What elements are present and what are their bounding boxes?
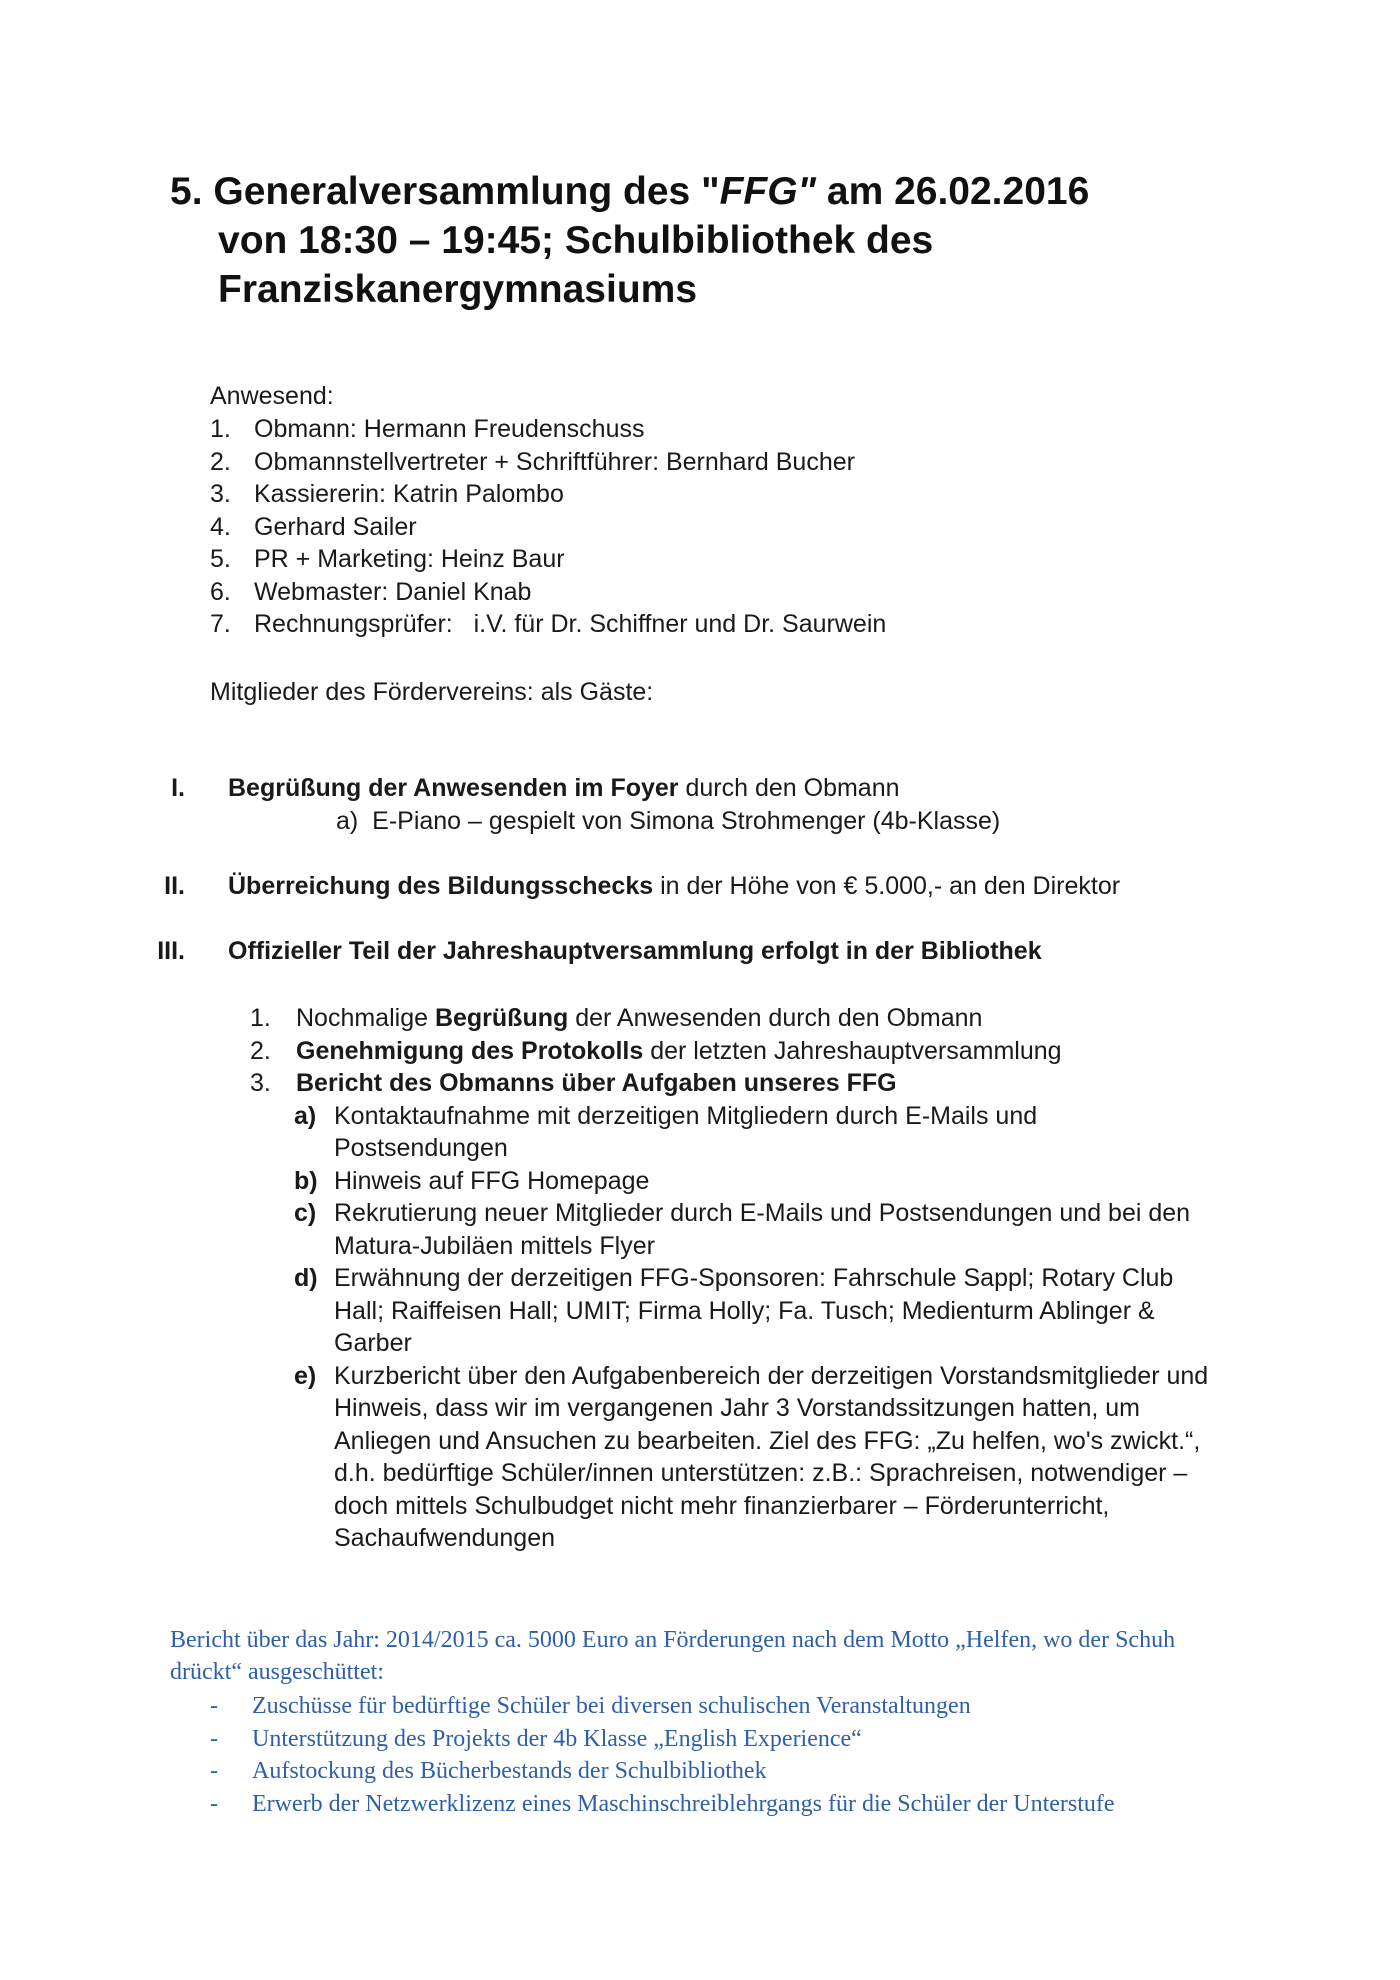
document-title-line-2: von 18:30 – 19:45; Schulbibliothek des — [218, 219, 934, 262]
item-text: Hinweis auf FFG Homepage — [334, 1166, 650, 1195]
title-date: am 26.02.2016 — [816, 170, 1090, 213]
document-title-line-1 — [170, 168, 1089, 216]
item-bold: Bericht des Obmanns über Aufgaben unseres FFG — [296, 1069, 897, 1097]
item-text: Rekrutierung neuer Mitglieder durch E-Mails und Postsendungen und bei den Matura-Jubiläen mittels Flyer — [334, 1199, 1191, 1260]
title-emphasis: FFG" — [719, 170, 817, 213]
section-numeral-3: III. — [157, 937, 185, 965]
item-label: a) — [294, 1101, 317, 1130]
item-text: PR + Marketing: Heinz Baur — [254, 545, 565, 573]
item-text: Erwähnung der derzeitigen FFG-Sponsoren: Fahrschule Sappl; Rotary Club Hall; Raiffeisen Hall; UMIT; Firma Holly; Fa. Tusch; Medienturm Ablinger & Garber — [334, 1264, 1174, 1357]
item-text: Obmannstellvertreter + Schriftführer: Bernhard Bucher — [254, 447, 855, 476]
item-number: 3. — [210, 480, 231, 508]
item-label: d) — [294, 1264, 318, 1292]
item-number: 2. — [210, 447, 231, 476]
agenda-item-2 — [250, 1035, 1250, 1068]
item-text: der Anwesenden durch den Obmann — [568, 1004, 983, 1032]
dash-bullet: - — [210, 1693, 218, 1719]
item-text: Kurzbericht über den Aufgabenbereich der derzeitigen Vorstandsmitglieder und Hinweis, dass wir im vergangenen Jahr 3 Vorstandssitzungen hatten, um Anliegen und Ansuchen zu bearbeiten. Ziel des FFG: „Zu helfen, wo's zwickt.“, d.h. bedürftige Schüler/innen unterstützen: z.B.: Sprachreisen, notwendiger – doch mittels Schulbudget nicht mehr finanzierbarer – Förderunterricht, Sachaufwendungen — [334, 1361, 1209, 1552]
item-text: Zuschüsse für bedürftige Schüler bei diversen schulischen Veranstaltungen — [252, 1693, 971, 1719]
item-label: b) — [294, 1166, 318, 1195]
dash-bullet: - — [210, 1758, 218, 1784]
list-item — [210, 576, 886, 609]
section-1-sub-item — [336, 805, 1000, 837]
item-text: Kassiererin: Katrin Palombo — [254, 480, 564, 508]
list-item — [294, 1165, 1214, 1198]
annual-report-intro: Bericht über das Jahr: 2014/2015 ca. 5000 Euro an Förderungen nach dem Motto „Helfen, wo der Schuh drückt“ ausgeschüttet: — [170, 1627, 1176, 1685]
section-heading-2 — [228, 870, 1120, 902]
item-text: Gerhard Sailer — [254, 512, 417, 541]
list-item — [210, 1723, 1210, 1756]
item-number: 7. — [210, 610, 231, 638]
section-rest: durch den Obmann — [678, 774, 900, 802]
item-text: Webmaster: Daniel Knab — [254, 577, 532, 606]
item-text: Nochmalige — [296, 1004, 435, 1032]
list-item — [210, 543, 886, 576]
list-item — [210, 1788, 1210, 1821]
item-number: 2. — [250, 1036, 271, 1065]
section-rest: in der Höhe von € 5.000,- an den Direktor — [653, 872, 1121, 900]
item-label: e) — [294, 1361, 317, 1390]
section-bold: Begrüßung der Anwesenden im Foyer — [228, 774, 679, 802]
item-number: 6. — [210, 577, 231, 606]
item-label: c) — [294, 1199, 317, 1227]
guests-note: Mitglieder des Fördervereins: als Gäste: — [210, 678, 654, 706]
list-item — [210, 608, 886, 641]
dash-bullet: - — [210, 1725, 218, 1752]
list-item — [210, 446, 886, 479]
item-text: der letzten Jahreshauptversammlung — [643, 1036, 1062, 1065]
item-text: Kontaktaufnahme mit derzeitigen Mitgliedern durch E-Mails und Postsendungen — [334, 1101, 1038, 1162]
item-number: 1. — [210, 415, 231, 443]
sub-label: a) — [336, 807, 359, 835]
list-item — [210, 511, 886, 544]
list-item — [210, 1690, 1210, 1723]
item-number: 5. — [210, 545, 231, 573]
annual-report-list — [210, 1690, 1210, 1820]
list-item — [210, 1755, 1210, 1788]
item-bold: Begrüßung — [434, 1004, 569, 1032]
agenda-item-3 — [250, 1067, 1250, 1100]
dash-bullet: - — [210, 1790, 218, 1817]
title-text: 5. Generalversammlung des " — [170, 170, 720, 213]
item-text: Erwerb der Netzwerklizenz eines Maschinschreiblehrgangs für die Schüler der Unterstufe — [252, 1790, 1115, 1817]
item-text: Rechnungsprüfer: i.V. für Dr. Schiffner und Dr. Saurwein — [254, 610, 887, 638]
agenda-list — [250, 1002, 1250, 1555]
section-numeral-2: II. — [164, 872, 185, 900]
item-text: Unterstützung des Projekts der 4b Klasse „English Experience“ — [252, 1725, 862, 1752]
item-number: 3. — [250, 1069, 271, 1097]
section-numeral-1: I. — [171, 774, 185, 802]
list-item — [210, 413, 886, 446]
list-item — [210, 478, 886, 511]
sub-text: E-Piano – gespielt von Simona Strohmenger (4b-Klasse) — [372, 807, 1001, 835]
report-topics-list — [294, 1100, 1214, 1555]
attendance-heading: Anwesend: — [210, 382, 334, 410]
list-item — [294, 1262, 1214, 1360]
item-text: Aufstockung des Bücherbestands der Schulbibliothek — [252, 1758, 767, 1784]
section-bold: Überreichung des Bildungsschecks — [228, 872, 654, 900]
list-item — [294, 1360, 1214, 1555]
document-title-line-3: Franziskanergymnasiums — [218, 268, 698, 311]
item-bold: Genehmigung des Protokolls — [296, 1036, 644, 1065]
attendance-list — [210, 413, 886, 641]
section-heading-3: Offizieller Teil der Jahreshauptversammlung erfolgt in der Bibliothek — [228, 937, 1042, 965]
item-number: 1. — [250, 1004, 271, 1032]
section-heading-1 — [228, 772, 900, 804]
item-number: 4. — [210, 512, 231, 541]
item-text: Obmann: Hermann Freudenschuss — [254, 415, 645, 443]
agenda-item-1 — [250, 1002, 1250, 1035]
list-item — [294, 1100, 1214, 1165]
list-item — [294, 1197, 1214, 1262]
